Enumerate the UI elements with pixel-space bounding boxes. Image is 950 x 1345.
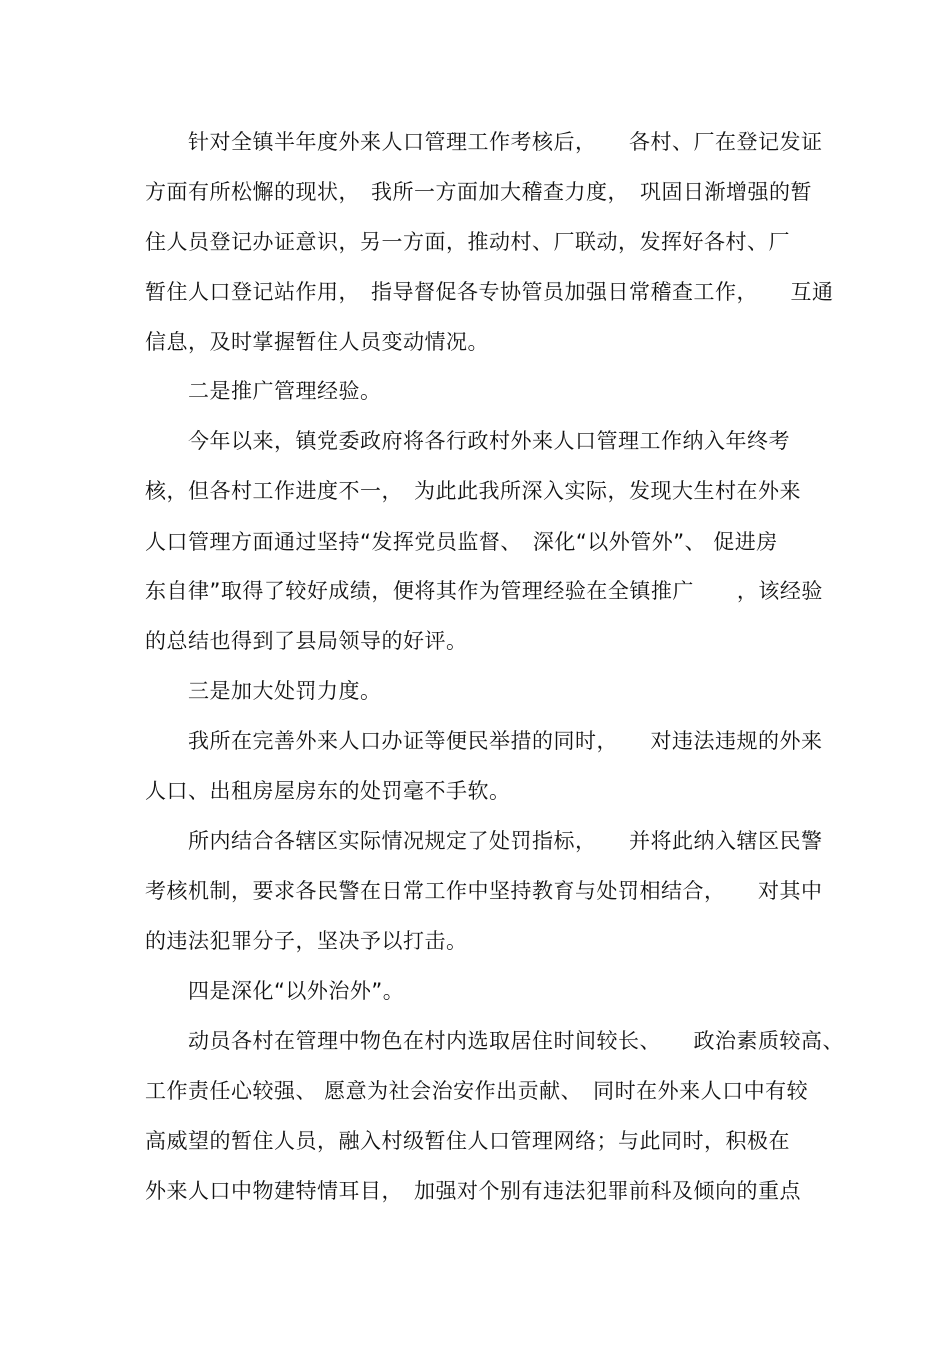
- text-line: 我所在完善外来人口办证等便民举措的同时， 对违法违规的外来: [188, 729, 823, 753]
- text-line: 动员各村在管理中物色在村内选取居住时间较长、 政治素质较高、: [188, 1029, 844, 1053]
- text-line: 的违法犯罪分子，坚决予以打击。: [145, 929, 468, 953]
- text-line: 人口、出租房屋房东的处罚毫不手软。: [145, 779, 511, 803]
- text-line: 考核机制，要求各民警在日常工作中坚持教育与处罚相结合， 对其中: [145, 879, 823, 903]
- section-heading: 四是深化“以外治外”。: [188, 979, 405, 1003]
- text-line: 针对全镇半年度外来人口管理工作考核后， 各村、厂在登记发证: [188, 130, 823, 154]
- text-line: 方面有所松懈的现状， 我所一方面加大稽查力度， 巩固日渐增强的暂: [145, 180, 812, 204]
- text-line: 高威望的暂住人员，融入村级暂住人口管理网络；与此同时，积极在: [145, 1129, 790, 1153]
- text-line: 暂住人口登记站作用， 指导督促各专协管员加强日常稽查工作， 互通: [145, 280, 834, 304]
- text-line: 东自律”取得了较好成绩，便将其作为管理经验在全镇推广 ，该经验: [145, 579, 823, 603]
- text-line: 信息，及时掌握暂住人员变动情况。: [145, 330, 489, 354]
- section-heading: 三是加大处罚力度。: [188, 679, 382, 703]
- text-line: 的总结也得到了县局领导的好评。: [145, 629, 468, 653]
- text-line: 工作责任心较强、 愿意为社会治安作出贡献、 同时在外来人口中有较: [145, 1079, 809, 1103]
- text-line: 人口管理方面通过坚持“发挥党员监督、 深化“以外管外”、 促进房: [145, 530, 778, 554]
- text-line: 所内结合各辖区实际情况规定了处罚指标， 并将此纳入辖区民警: [188, 829, 823, 853]
- text-line: 核，但各村工作进度不一， 为此此我所深入实际，发现大生村在外来: [145, 479, 801, 503]
- text-line: 住人员登记办证意识，另一方面，推动村、厂联动，发挥好各村、厂: [145, 230, 790, 254]
- text-line: 今年以来，镇党委政府将各行政村外来人口管理工作纳入年终考: [188, 429, 790, 453]
- text-line: 外来人口中物建特情耳目， 加强对个别有违法犯罪前科及倾向的重点: [145, 1179, 801, 1203]
- section-heading: 二是推广管理经验。: [188, 379, 382, 403]
